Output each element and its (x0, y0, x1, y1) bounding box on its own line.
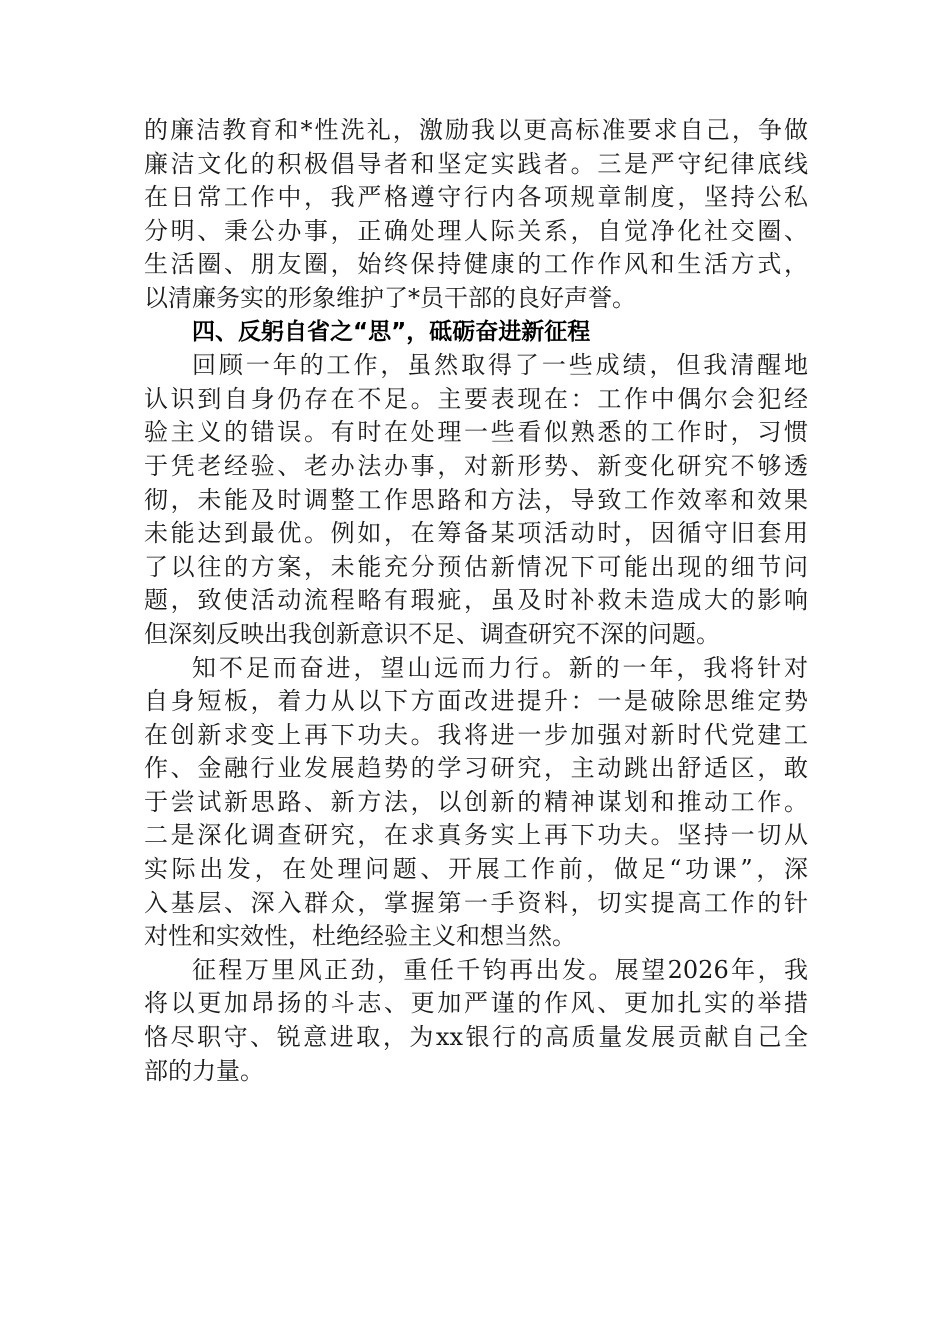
paragraph-line: 廉洁文化的积极倡导者和坚定实践者。三是严守纪律底线 (144, 149, 808, 178)
paragraph-line: 将以更加昂扬的斗志、更加严谨的作风、更加扎实的举措 (144, 989, 808, 1018)
section-heading-4: 四、反躬自省之“思”，砥砺奋进新征程 (192, 318, 591, 345)
paragraph-line: 以清廉务实的形象维护了*员干部的良好声誉。 (144, 283, 636, 312)
paragraph-line: 在创新求变上再下功夫。我将进一步加强对新时代党建工 (144, 720, 808, 749)
paragraph-line: 分明、秉公办事，正确处理人际关系，自觉净化社交圈、 (144, 216, 808, 245)
paragraph-line: 知不足而奋进，望山远而力行。新的一年，我将针对 (192, 653, 808, 682)
paragraph-line: 于凭老经验、老办法办事，对新形势、新变化研究不够透 (144, 451, 808, 480)
document-body (144, 114, 808, 1088)
paragraph-line: 征程万里风正劲，重任千钧再出发。展望2026年，我 (192, 955, 808, 984)
paragraph-line: 自身短板，着力从以下方面改进提升：一是破除思维定势 (144, 687, 808, 716)
paragraph-line: 作、金融行业发展趋势的学习研究，主动跳出舒适区，敢 (144, 754, 808, 783)
paragraph-line: 题，致使活动流程略有瑕疵，虽及时补救未造成大的影响 (144, 586, 808, 615)
paragraph-line: 入基层、深入群众，掌握第一手资料，切实提高工作的针 (144, 888, 808, 917)
paragraph-line: 了以往的方案，未能充分预估新情况下可能出现的细节问 (144, 552, 808, 581)
paragraph-line: 于尝试新思路、新方法，以创新的精神谋划和推动工作。 (144, 787, 808, 816)
paragraph-line: 的廉洁教育和*性洗礼，激励我以更高标准要求自己，争做 (144, 116, 808, 144)
paragraph-line: 验主义的错误。有时在处理一些看似熟悉的工作时，习惯 (144, 418, 808, 447)
paragraph-integrity (144, 114, 808, 316)
paragraph-line: 未能达到最优。例如，在筹备某项活动时，因循守旧套用 (144, 519, 808, 548)
paragraph-line: 在日常工作中，我严格遵守行内各项规章制度，坚持公私 (144, 183, 808, 212)
paragraph-line: 对性和实效性，杜绝经验主义和想当然。 (144, 922, 576, 951)
paragraph-improvement (144, 652, 808, 954)
paragraph-outlook (144, 954, 808, 1088)
paragraph-shortcomings (144, 349, 808, 651)
paragraph-line: 二是深化调查研究，在求真务实上再下功夫。坚持一切从 (144, 821, 808, 850)
paragraph-line: 实际出发，在处理问题、开展工作前，做足“功课”，深 (144, 855, 808, 884)
paragraph-line: 彻，未能及时调整工作思路和方法，导致工作效率和效果 (144, 485, 808, 514)
paragraph-line: 回顾一年的工作，虽然取得了一些成绩，但我清醒地 (192, 351, 808, 380)
paragraph-line: 认识到自身仍存在不足。主要表现在：工作中偶尔会犯经 (144, 384, 808, 413)
paragraph-line: 恪尽职守、锐意进取，为xx银行的高质量发展贡献自己全 (144, 1023, 808, 1052)
paragraph-line: 生活圈、朋友圈，始终保持健康的工作作风和生活方式， (144, 250, 808, 279)
paragraph-line: 部的力量。 (144, 1056, 264, 1085)
paragraph-line: 但深刻反映出我创新意识不足、调查研究不深的问题。 (144, 619, 720, 648)
